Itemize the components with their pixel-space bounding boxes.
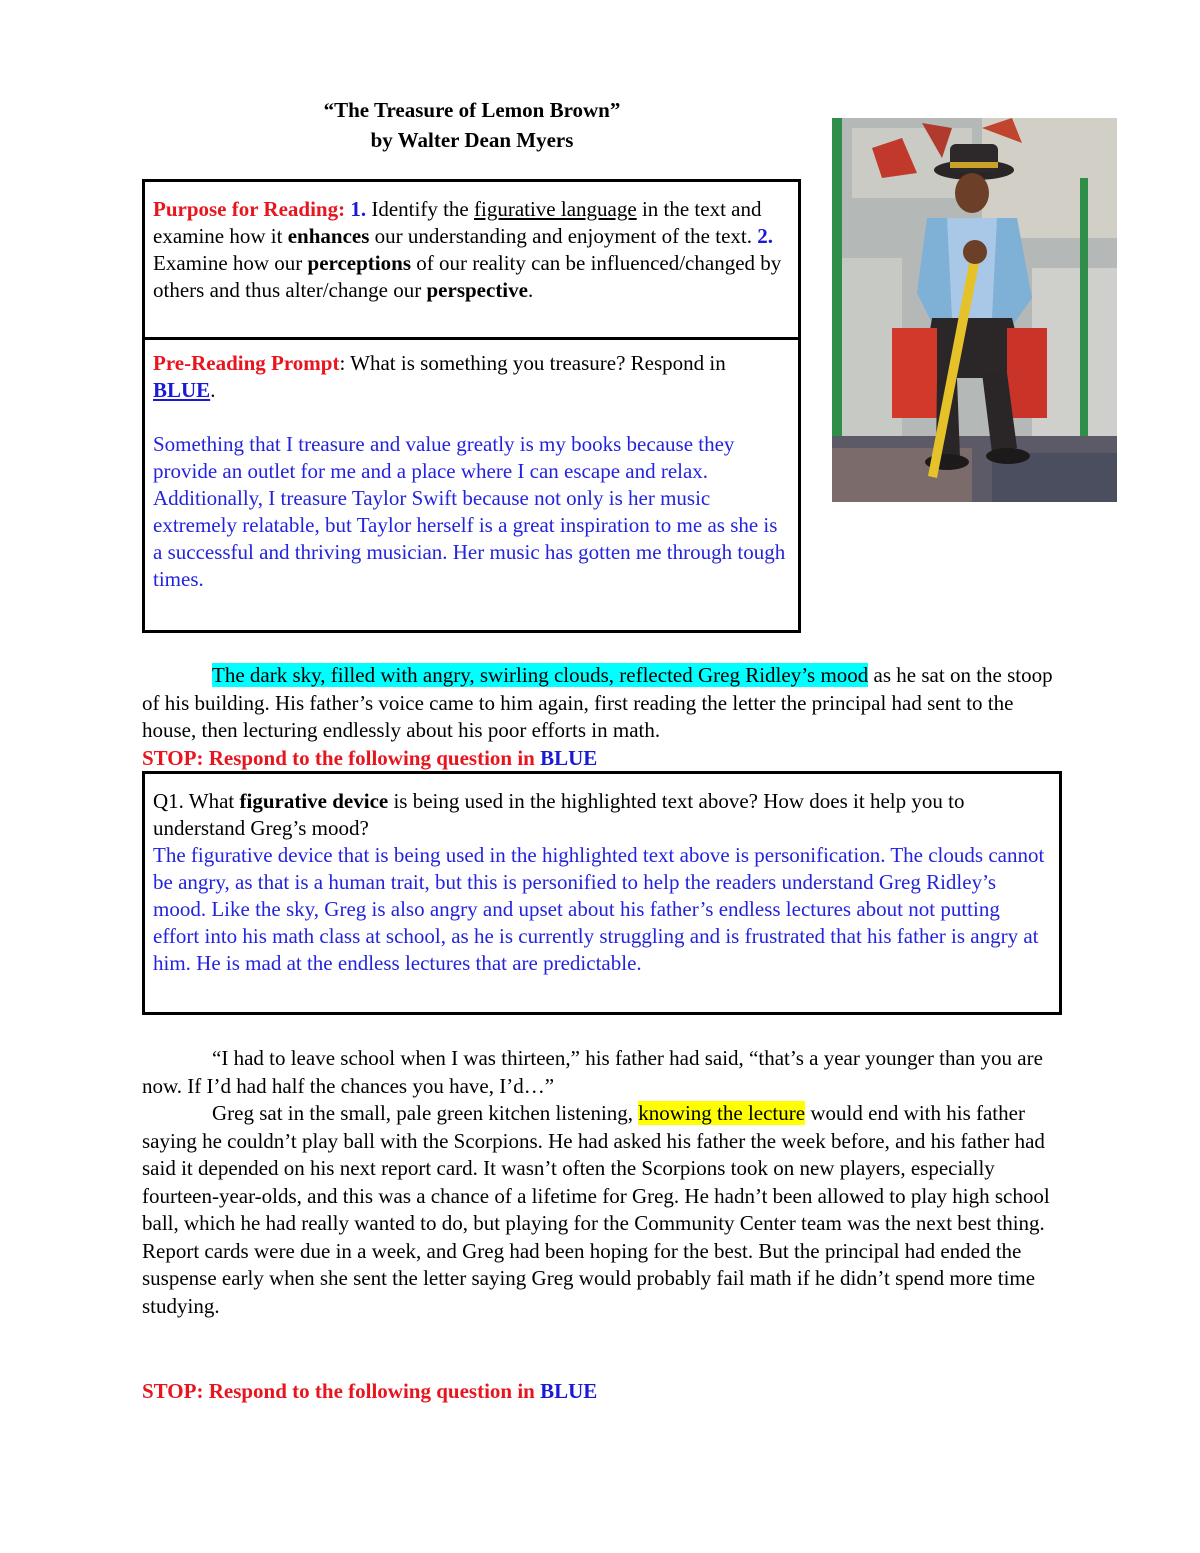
story-author: by Walter Dean Myers xyxy=(370,128,574,152)
q1-text: is being used in the highlighted text above? How does it help you to understand Greg’s mood? xyxy=(153,789,965,840)
purpose-term: figurative language xyxy=(474,197,637,221)
prompt-end: . xyxy=(210,378,216,402)
passage-text: would end with his father saying he couldn’t play ball with the Scorpions. He had asked his father the week before, and his father had said it depended on his next report card. It wasn’t often the Scorpions took on new players, especially fourteen-year-olds, and this was a chance of a lifetime for Greg. He hadn’t been allowed to play high school ball, which he had really wanted to do, but playing for the Community Center team was the next best thing. Report cards were due in a week, and Greg had been hoping for the best. But the principal had ended the suspense early when she sent the letter saying Greg would probably fail math if he didn’t spend more time studying. xyxy=(142,1101,1050,1318)
question-1-box xyxy=(142,771,1062,1015)
pre-reading-box xyxy=(142,337,801,633)
purpose-text: Examine how our xyxy=(153,251,308,275)
stop-blue-word: BLUE xyxy=(540,746,598,770)
lemon-brown-illustration xyxy=(832,118,1117,502)
story-title: “The Treasure of Lemon Brown” xyxy=(323,98,621,122)
purpose-text: in the text and examine how it xyxy=(153,197,762,248)
q1-answer[interactable]: The figurative device that is being used in the highlighted text above is personification. The clouds cannot be angry, as that is a human trait, but this is personified to help the readers understand Greg Ridley’s mood. Like the sky, Greg is also angry and upset about his father’s endless lectures about not putting effort into his math class at school, as he is currently struggling and is frustrated that his father is angry at him. He is mad at the endless lectures that are predictable. xyxy=(153,843,1045,975)
passage-paragraph-2: “I had to leave school when I was thirteen,” his father had said, “that’s a year younger than you are now. If I’d had half the chances you have, I’d…” xyxy=(142,1046,1043,1098)
prompt-text: : What is something you treasure? Respond in xyxy=(339,351,726,375)
passage-text: Greg sat in the small, pale green kitchen listening, xyxy=(212,1101,639,1125)
q1-text: Q1. What xyxy=(153,789,240,813)
passage-text: as he sat on the stoop of his building. His father’s voice came to him again, first reading the letter the principal had sent to the house, then lecturing endlessly about his poor efforts in math. xyxy=(142,663,1053,742)
stop-instruction-1 xyxy=(142,746,597,771)
purpose-text: of our reality can be influenced/changed by others and thus alter/change our xyxy=(153,251,782,302)
highlighted-text: knowing the lecture xyxy=(638,1101,806,1125)
purpose-text: our understanding and enjoyment of the text. xyxy=(369,224,758,248)
purpose-box xyxy=(142,179,801,340)
passage-paragraph-1 xyxy=(142,662,1062,745)
purpose-bold: perspective xyxy=(426,278,528,302)
purpose-bold: perceptions xyxy=(307,251,411,275)
purpose-text: . xyxy=(527,278,534,302)
purpose-text: Identify the xyxy=(366,197,474,221)
purpose-number-2: 2. xyxy=(757,224,773,248)
purpose-label: Purpose for Reading: xyxy=(153,197,346,221)
stop-text: STOP: Respond to the following question in xyxy=(142,746,541,770)
highlighted-text: The dark sky, filled with angry, swirling clouds, reflected Greg Ridley’s mood xyxy=(212,663,869,687)
purpose-bold: enhances xyxy=(287,224,370,248)
passage-paragraph-3 xyxy=(142,1100,1062,1320)
q1-bold: figurative device xyxy=(239,789,389,813)
prompt-blue-word: BLUE xyxy=(153,378,211,402)
stop-blue-word: BLUE xyxy=(540,1379,598,1403)
prompt-answer[interactable]: Something that I treasure and value greatly is my books because they provide an outlet for me and a place where I can escape and relax. Additionally, I treasure Taylor Swift because not only is her music extremely relatable, but Taylor herself is a great inspiration to me as she is a successful and thriving musician. Her music has gotten me through tough times. xyxy=(153,432,786,591)
stop-instruction-2 xyxy=(142,1379,597,1404)
prompt-label: Pre-Reading Prompt xyxy=(153,351,340,375)
stop-text: STOP: Respond to the following question in xyxy=(142,1379,541,1403)
purpose-number-1: 1. xyxy=(350,197,367,221)
